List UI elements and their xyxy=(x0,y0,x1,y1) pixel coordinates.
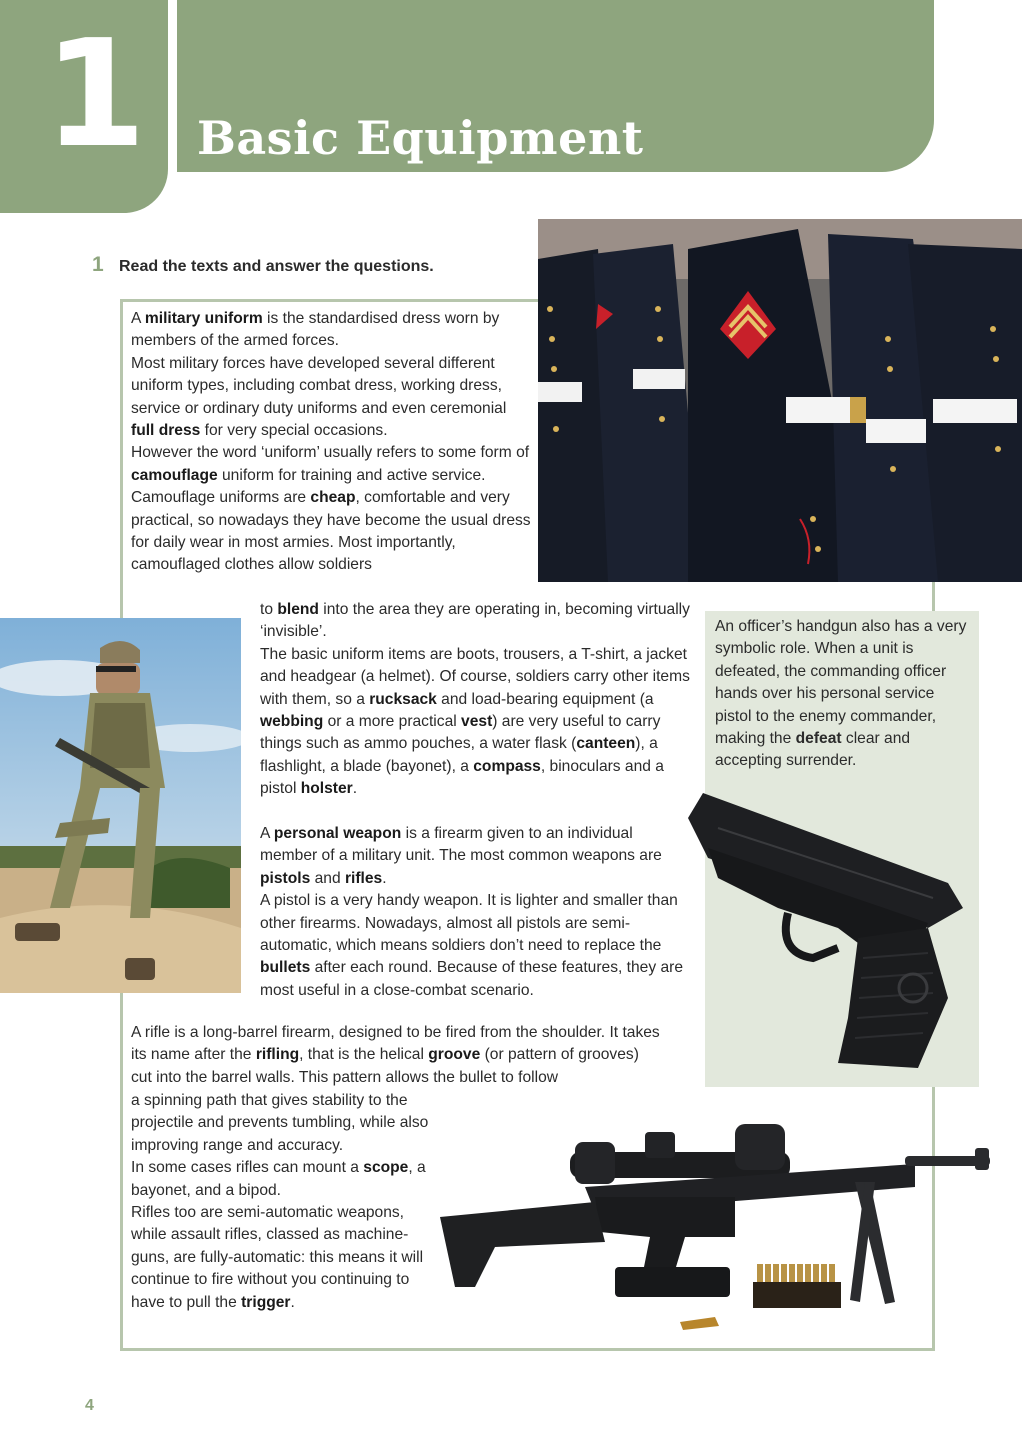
weapons-text-block xyxy=(260,823,690,1002)
keyword: bullets xyxy=(260,959,311,977)
paragraph xyxy=(260,823,690,890)
text-run: and load-bearing equipment (a xyxy=(436,690,654,708)
camouflage-soldier-photo xyxy=(0,618,241,993)
text-run: A xyxy=(131,310,145,327)
text-run: Rifles too are semi-automatic weapons, while assault rifles, classed as machine-guns, are fully-automatic: this means it will continue to fire without you continuing to have to pull the xyxy=(131,1204,424,1311)
text-run: and xyxy=(310,869,345,887)
text-run: A rifle is a long-barrel firearm, designed to be fired from the shoulder. It takes its name after the xyxy=(131,1024,660,1064)
uniform-text-block xyxy=(131,308,531,577)
text-run: clear and accepting surrender. xyxy=(715,730,911,770)
chapter-title: Basic Equipment xyxy=(197,111,644,165)
text-run: for very special occasions. xyxy=(200,422,388,440)
keyword: pistols xyxy=(260,869,311,887)
keyword: canteen xyxy=(576,735,636,753)
text-run: after each round. Because of these features, they are most useful in a close-combat scenario. xyxy=(260,959,684,999)
keyword: groove xyxy=(428,1046,481,1064)
text-run: is the standardised dress worn by members of the armed forces. xyxy=(131,310,500,350)
keyword: rifling xyxy=(255,1046,300,1064)
text-run: Most military forces have developed several different uniform types, including combat dress, working dress, service or ordinary duty uniforms and even ceremonial xyxy=(131,354,507,417)
page-number: 4 xyxy=(85,1397,94,1414)
keyword: full dress xyxy=(131,422,201,440)
text-run: , a bayonet, and a bipod. xyxy=(131,1159,426,1199)
uniform-text-continued xyxy=(260,599,690,801)
rifle-image xyxy=(435,1112,995,1337)
text-run: into the area they are operating in, becoming virtually ‘invisible’. xyxy=(260,601,690,641)
keyword: military uniform xyxy=(144,310,263,327)
text-run: Camouflage uniforms are xyxy=(131,489,311,507)
text-run: . xyxy=(290,1293,295,1311)
keyword: defeat xyxy=(795,730,842,748)
paragraph xyxy=(260,890,690,1002)
paragraph xyxy=(260,599,690,644)
keyword: camouflage xyxy=(131,466,218,484)
keyword: rifles xyxy=(344,869,383,887)
paragraph xyxy=(131,1157,436,1202)
keyword: compass xyxy=(473,757,541,775)
text-run: or a more practical xyxy=(323,713,462,731)
text-run: . xyxy=(352,780,358,798)
sidebar-text xyxy=(715,616,973,773)
text-run: , that is the helical xyxy=(299,1046,429,1064)
text-run: . xyxy=(382,869,387,887)
exercise-number: 1 xyxy=(92,253,104,276)
text-run: uniform for training and active service. xyxy=(217,466,486,484)
text-run: (or pattern of grooves) cut into the barrel walls. This pattern allows the bullet to follow xyxy=(131,1046,639,1086)
paragraph xyxy=(131,353,531,443)
text-run: A pistol is a very handy weapon. It is lighter and smaller than other firearms. Nowadays, almost all pistols are semi-automatic, which means soldiers don’t need to replace the xyxy=(260,892,678,955)
keyword: cheap xyxy=(310,489,356,507)
paragraph xyxy=(131,308,531,353)
keyword: holster xyxy=(300,780,353,798)
keyword: webbing xyxy=(260,713,324,731)
dress-uniform-photo xyxy=(538,219,1022,582)
paragraph xyxy=(131,487,531,577)
rifle-text-block xyxy=(131,1022,661,1089)
text-run: ), a flashlight, a blade (bayonet), a xyxy=(260,735,658,775)
text-run: An officer’s handgun also has a very symbolic role. When a unit is defeated, the commanding officer hands over his personal service pistol to the enemy commander, making the xyxy=(715,618,967,748)
text-run: In some cases rifles can mount a xyxy=(131,1159,364,1177)
paragraph xyxy=(131,1090,436,1157)
text-run: is a firearm given to an individual member of a military unit. The most common weapons are xyxy=(260,825,662,865)
paragraph xyxy=(131,442,531,487)
keyword: personal weapon xyxy=(273,825,402,842)
keyword: scope xyxy=(363,1159,409,1177)
exercise-instruction: Read the texts and answer the questions. xyxy=(119,258,434,275)
keyword: trigger xyxy=(241,1293,291,1311)
text-run: , comfortable and very practical, so nowadays they have become the usual dress for daily wear in most armies. Most importantly, camouflaged clothes allow soldiers xyxy=(131,489,531,574)
text-run: , binoculars and a pistol xyxy=(260,757,664,798)
paragraph xyxy=(131,1022,661,1089)
text-run: ) are very useful to carry things such as ammo pouches, a water flask ( xyxy=(260,713,661,753)
pistol-image xyxy=(678,788,963,1078)
keyword: rucksack xyxy=(369,690,437,708)
keyword: blend xyxy=(277,601,319,618)
text-run: The basic uniform items are boots, trousers, a T-shirt, a jacket and headgear (a helmet). Of course, soldiers carry other items with them, so a xyxy=(260,645,690,708)
paragraph xyxy=(260,644,690,801)
text-run: to xyxy=(260,601,278,618)
text-run: a spinning path that gives stability to the projectile and prevents tumbling, while also improving range and accuracy. xyxy=(131,1092,429,1154)
text-run: A xyxy=(260,825,274,842)
text-run: However the word ‘uniform’ usually refers to some form of xyxy=(131,444,530,462)
keyword: vest xyxy=(461,713,493,731)
rifle-text-continued xyxy=(131,1090,436,1314)
paragraph xyxy=(131,1202,436,1314)
chapter-number: 1 xyxy=(43,8,147,180)
